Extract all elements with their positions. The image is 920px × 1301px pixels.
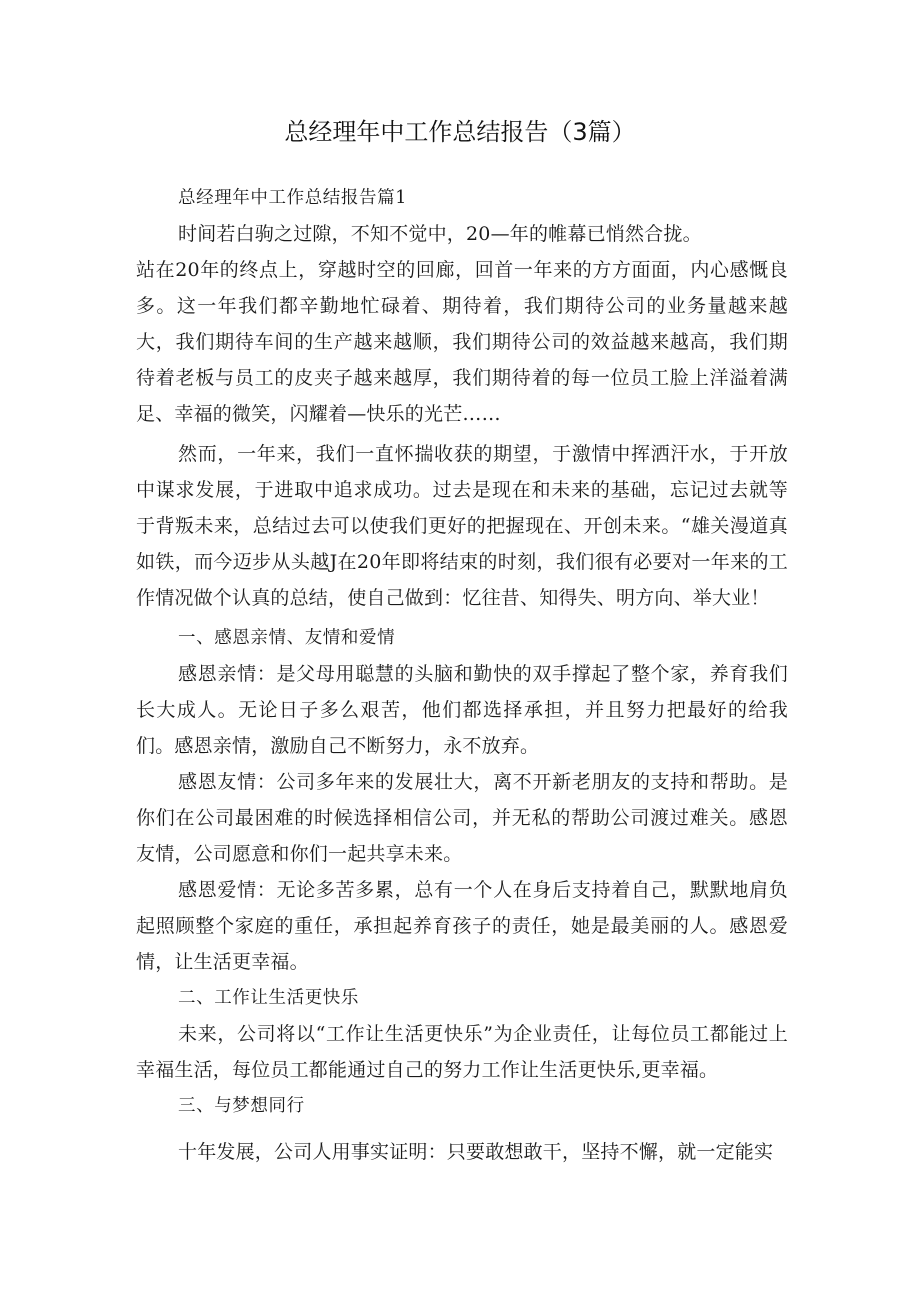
heading-gratitude: 一、感恩亲情、友情和爱情 [178,628,396,648]
document-title: 总经理年中工作总结报告（3篇） [284,118,636,146]
paragraph-friendship: 感恩友情：公司多年来的发展壮大，离不开新老朋友的支持和帮助。是你们在公司最困难的时候选择相信公司，并无私的帮助公司渡过难关。感恩友情，公司愿意和你们一起共享未来。 [136,771,788,865]
intro-line: 时间若白驹之过隙，不知不觉中，20—年的帷幕已悄然合拢。 [178,223,702,245]
document-body [136,180,788,1170]
paragraph-future: 未来，公司将以“工作让生活更快乐”为企业责任，让每位员工都能过上幸福生活，每位员工都能通过自己的努力工作让生活更快乐,更幸福。 [136,1023,788,1081]
paragraph-love: 感恩爱情：无论多苦多累，总有一个人在身后支持着自己，默默地肩负起照顾整个家庭的重任，承担起养育孩子的责任，她是最美丽的人。感恩爱情，让生活更幸福。 [136,879,788,973]
paragraph-1: 站在20年的终点上，穿越时空的回廊，回首一年来的方方面面，内心感慨良多。这一年我们都辛勤地忙碌着、期待着，我们期待公司的业务量越来越大，我们期待车间的生产越来越顺，我们期待公司的效益越来越高，我们期待着老板与员工的皮夹子越来越厚，我们期待着的每一位员工脸上洋溢着满足、幸福的微笑，闪耀着—快乐的光芒…… [136,259,788,425]
paragraph-ten-years: 十年发展，公司人用事实证明：只要敢想敢干，坚持不懈，就一定能实 [178,1141,774,1163]
section-heading: 总经理年中工作总结报告篇1 [178,188,407,208]
heading-work-happiness: 二、工作让生活更快乐 [178,988,359,1008]
paragraph-2: 然而，一年来，我们一直怀揣收获的期望，于激情中挥洒汗水，于开放中谋求发展，于进取中追求成功。过去是现在和未来的基础，忘记过去就等于背叛未来，总结过去可以使我们更好的把握现在、开创未来。“雄关漫道真如铁，而今迈步从头越J在20年即将结束的时刻，我们很有必要对一年来的工作情况做个认真的总结，使自己做到：忆往昔、知得失、明方向、举大业！ [136,443,788,609]
heading-dreams: 三、与梦想同行 [178,1096,305,1116]
paragraph-family: 感恩亲情：是父母用聪慧的头脑和勤快的双手撑起了整个家，养育我们长大成人。无论日子多么艰苦，他们都选择承担，并且努力把最好的给我们。感恩亲情，激励自己不断努力，永不放弃。 [136,663,788,757]
